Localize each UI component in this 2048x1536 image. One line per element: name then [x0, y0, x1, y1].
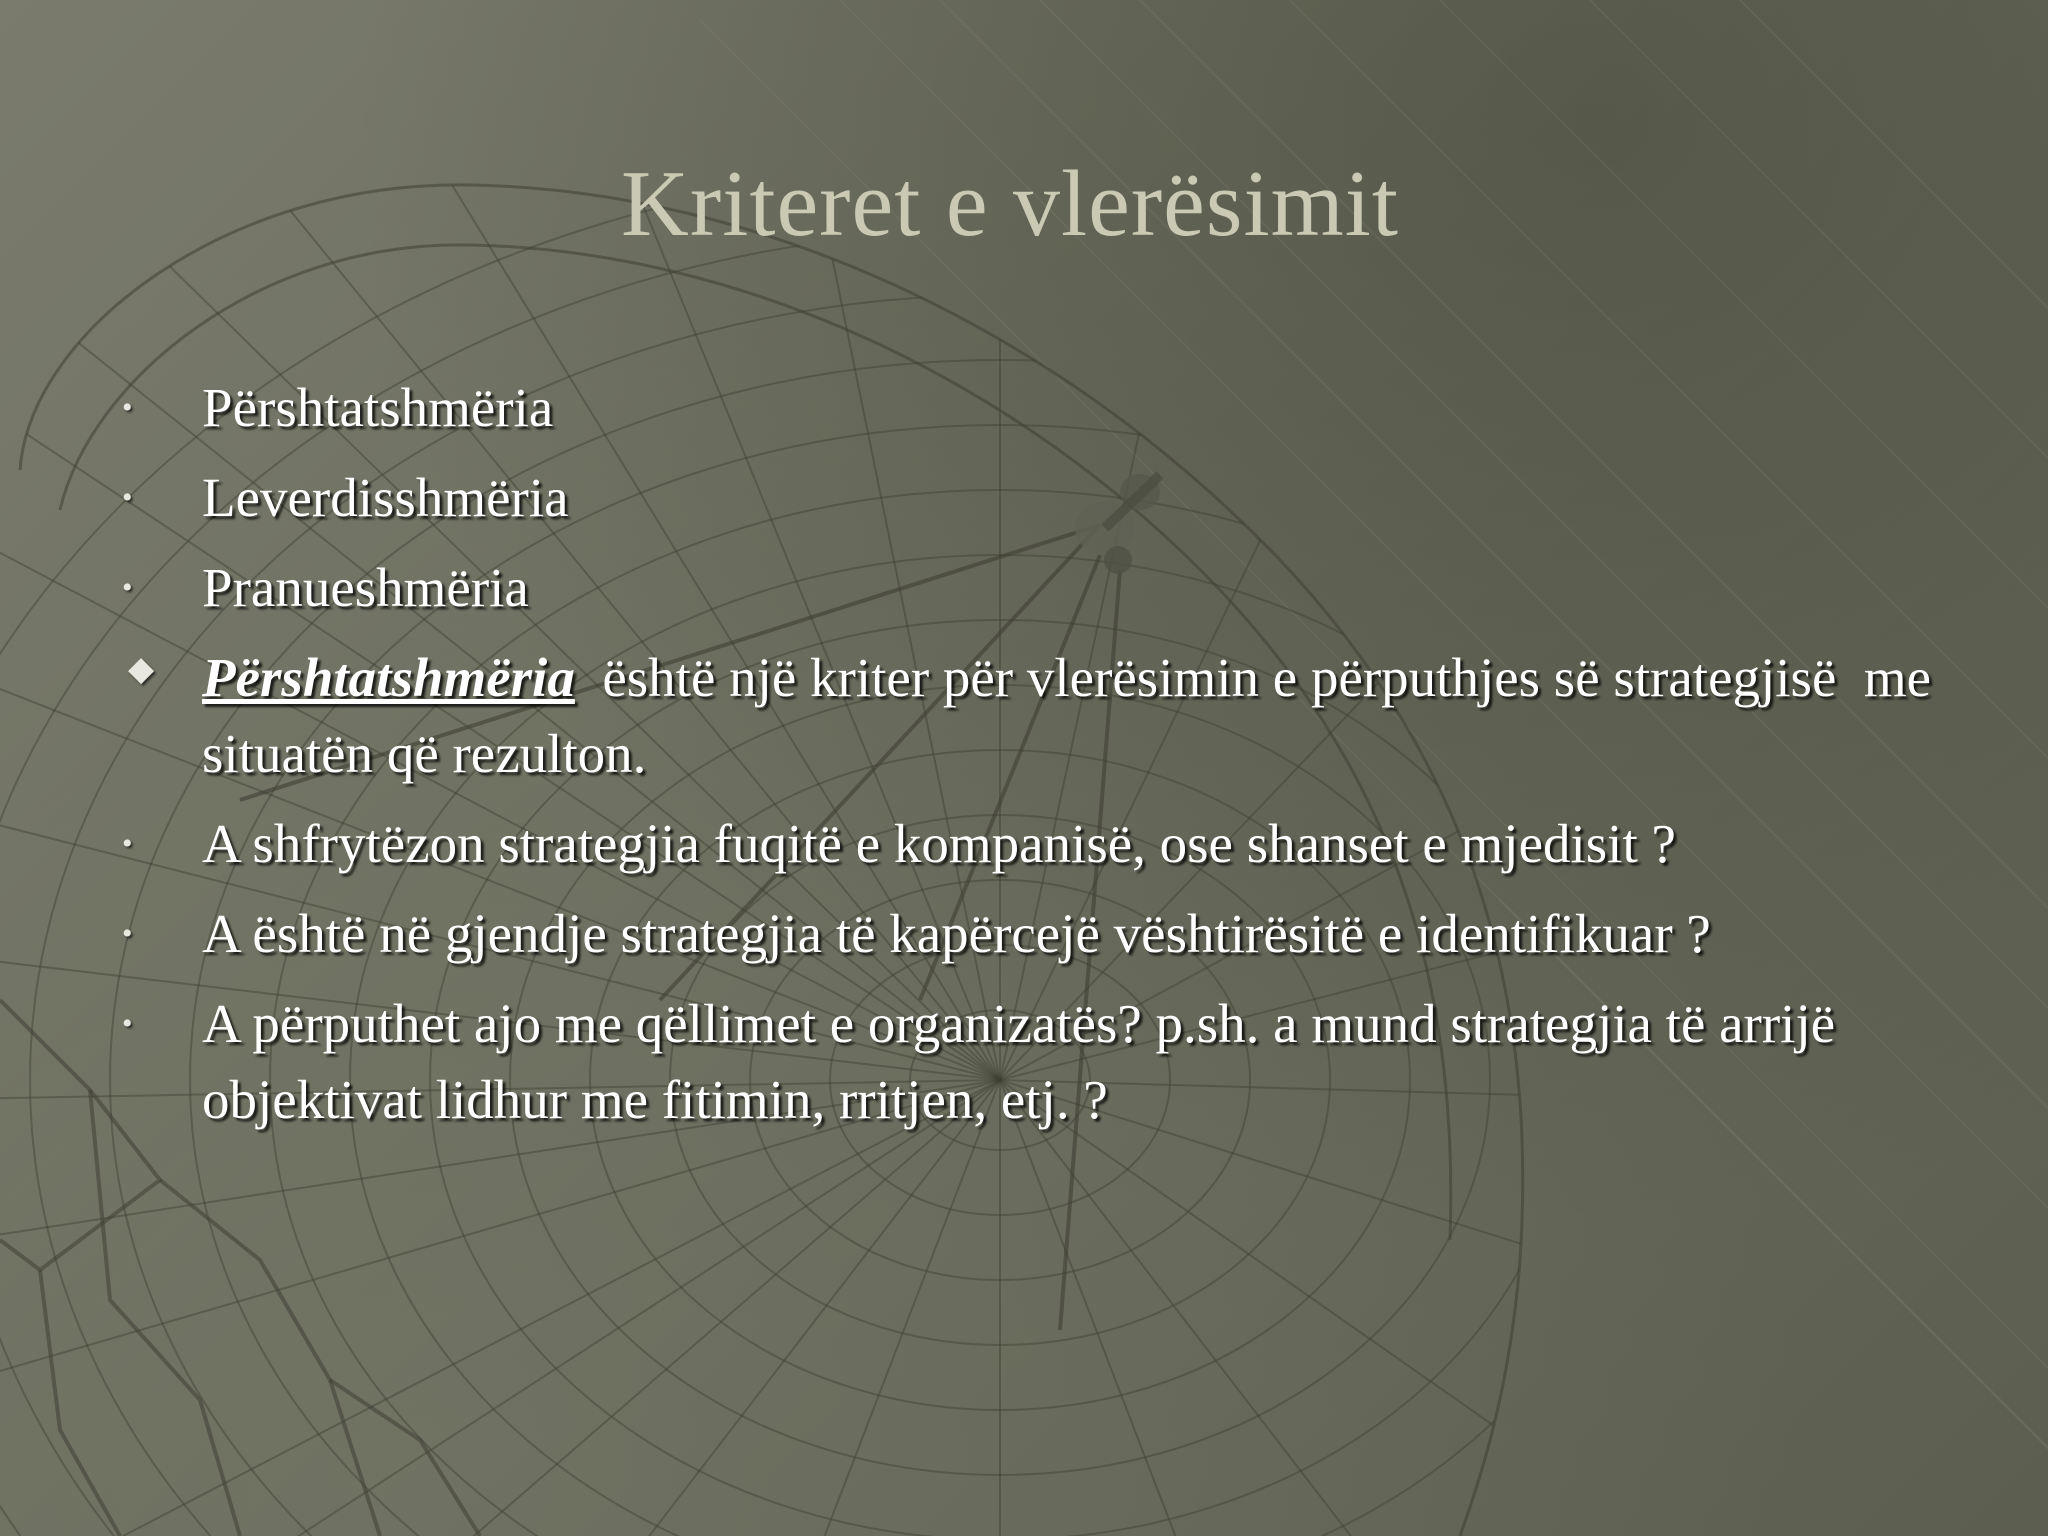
bullet-item: [120, 550, 1980, 626]
bullet-item-definition: [120, 640, 1980, 792]
bullet-dot-icon: •: [122, 827, 133, 860]
bullet-item: [120, 896, 1980, 972]
bullet-text: A përputhet ajo me qëllimet e organizatës? p.sh. a mund strategjia të arrijë objektivat lidhur me fitimin, rritjen, etj. ?: [202, 993, 1836, 1130]
defined-term: Përshtatshmëria: [202, 647, 575, 708]
slide-title: Kriteret e vlerësimit: [621, 152, 1399, 256]
bullet-item: [120, 460, 1980, 536]
bullet-text: Përshtatshmëria: [202, 377, 554, 438]
bullet-text: Leverdisshmëria: [202, 467, 569, 528]
bullet-text: A është në gjendje strategjia të kapërcejë vështirësitë e identifikuar ?: [202, 903, 1711, 964]
bullet-text: A shfrytëzon strategjia fuqitë e kompanisë, ose shanset e mjedisit ?: [202, 813, 1676, 874]
bullet-list: [120, 370, 1980, 1152]
bullet-dot-icon: •: [122, 391, 133, 424]
bullet-diamond-icon: ◆: [128, 651, 155, 688]
bullet-dot-icon: •: [122, 571, 133, 604]
bullet-text: është një kriter për vlerësimin e përputhjes së strategjisë me situatën që rezulton.: [202, 647, 1945, 784]
bullet-item: [120, 806, 1980, 882]
bullet-dot-icon: •: [122, 481, 133, 514]
bullet-dot-icon: •: [122, 917, 133, 950]
bullet-item: [120, 370, 1980, 446]
bullet-text: Pranueshmëria: [202, 557, 529, 618]
bullet-dot-icon: •: [122, 1007, 133, 1040]
bullet-item: [120, 986, 1980, 1138]
